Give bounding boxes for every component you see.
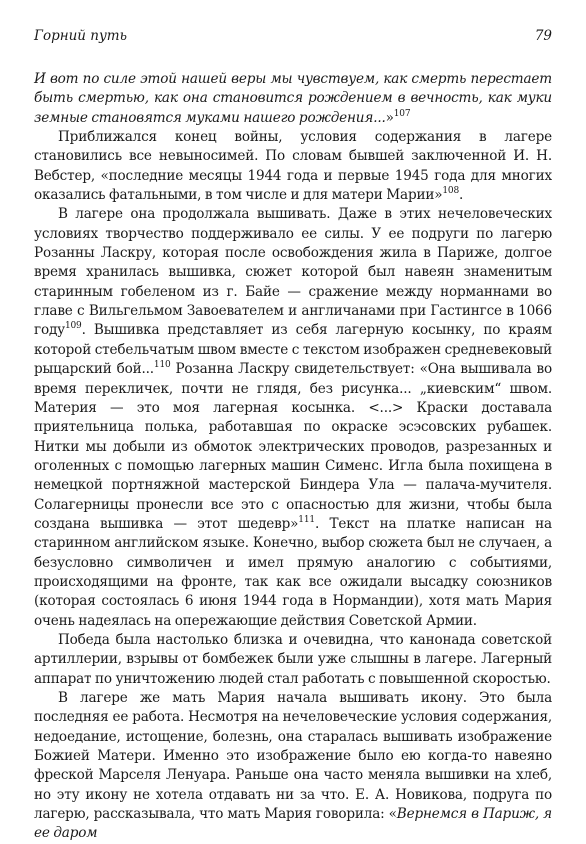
paragraph [34, 128, 552, 205]
paragraph-text: . Вышивка представляет из себя лагерную косынку, по краям которой стебельчатым швом вместе с текстом изображен средневековый рыцарский бой... [34, 322, 552, 378]
paragraph [34, 205, 552, 631]
italic-quote: И вот по силе этой нашей веры мы чувствуем, как смерть перестает быть смертью, как она становится рождением в вечность, как муки земные становятся муками нашего рождения... [34, 71, 552, 126]
running-title: Горний путь [34, 28, 127, 44]
main-text [34, 70, 552, 844]
page-number: 79 [534, 28, 552, 44]
paragraph-text: В лагере она продолжала вышивать. Даже в этих нечеловеческих условиях творчество поддерживало ее силы. У ее подруги по лагерю Розанны Ласкру, которая после освобождения жила в Париже, долгое время хранилась вышивка, сюжет которой был навеян знаменитым старинным гобеленом из г. Байе — сражение между норманнами во главе с Вильгельмом Завоевателем и англичанами при Гастингсе в 1066 году [34, 206, 552, 339]
paragraph-text: Приближался конец войны, условия содержания в лагере становились все невыносимей. По словам бывшей заключенной И. Н. Вебстер, «последние месяцы 1944 года и первые 1945 года для многих оказались фатальными, в том числе и для матери Марии» [34, 129, 552, 204]
paragraph-text: Победа была настолько близка и очевидна, что канонада советской артиллерии, взрывы от бомбежек были уже слышны в лагере. Лагерный аппарат по уничтожению людей стал работать с повышенной скоростью. [34, 631, 552, 687]
footnote-ref: 107 [393, 108, 411, 119]
paragraph-quote-ending [34, 70, 552, 128]
paragraph-text: . Текст на платке написан на старинном английском языке. Конечно, выбор сюжета был не случаен, а безусловно символичен и имел прямую аналогию с событиями, происходящими на фронте, так как все ожидали высадку союзников (которая состоялась 6 июня 1944 года в Нормандии), хотя мать Мария очень надеялась на опережающие действия Советской Армии. [34, 515, 552, 629]
footnote-ref: 110 [153, 360, 171, 371]
paragraph-text: В лагере же мать Мария начала вышивать икону. Это была последняя ее работа. Несмотря на нечеловеческие условия содержания, недоедание, истощение, болезнь, она старалась вышивать изображение Божией Матери. Именно это изображение было ею когда-то навеяно фреской Марселя Ленуара. Раньше она часто меняла вышивки на хлеб, но эту икону не хотела отдавать ни за что. Е. А. Новикова, подруга по лагерю, рассказывала, что мать Мария говорила: « [34, 690, 552, 823]
footnote-ref: 111 [298, 514, 315, 525]
quote-close: » [385, 109, 394, 126]
paragraph-text: Розанна Ласкру свидетельствует: «Она вышивала во время перекличек, почти не глядя, без рисунка... „киевским“ швом. Материя — это моя лагерная косынка. <...> Краски доставала приятельница полька, работавшая по окраске эсэсовских рубашек. Нитки мы добыли из обмоток электрических проводов, разрезанных и оголенных с помощью лагерных машин Сименс. Игла была похищена в немецкой портняжной мастерской Биндера Ула — палача-мучителя. Солагерницы пронесли все это с опасностью для жизни, чтобы была создана вышивка — этот шедевр» [34, 361, 552, 532]
paragraph [34, 631, 552, 689]
paragraph [34, 689, 552, 844]
page-header [34, 28, 552, 48]
footnote-ref: 108 [442, 186, 460, 197]
paragraph-text: . [459, 187, 464, 204]
footnote-ref: 109 [64, 321, 82, 332]
italic-quote: Вернемся в Париж, я ее даром [34, 806, 552, 842]
